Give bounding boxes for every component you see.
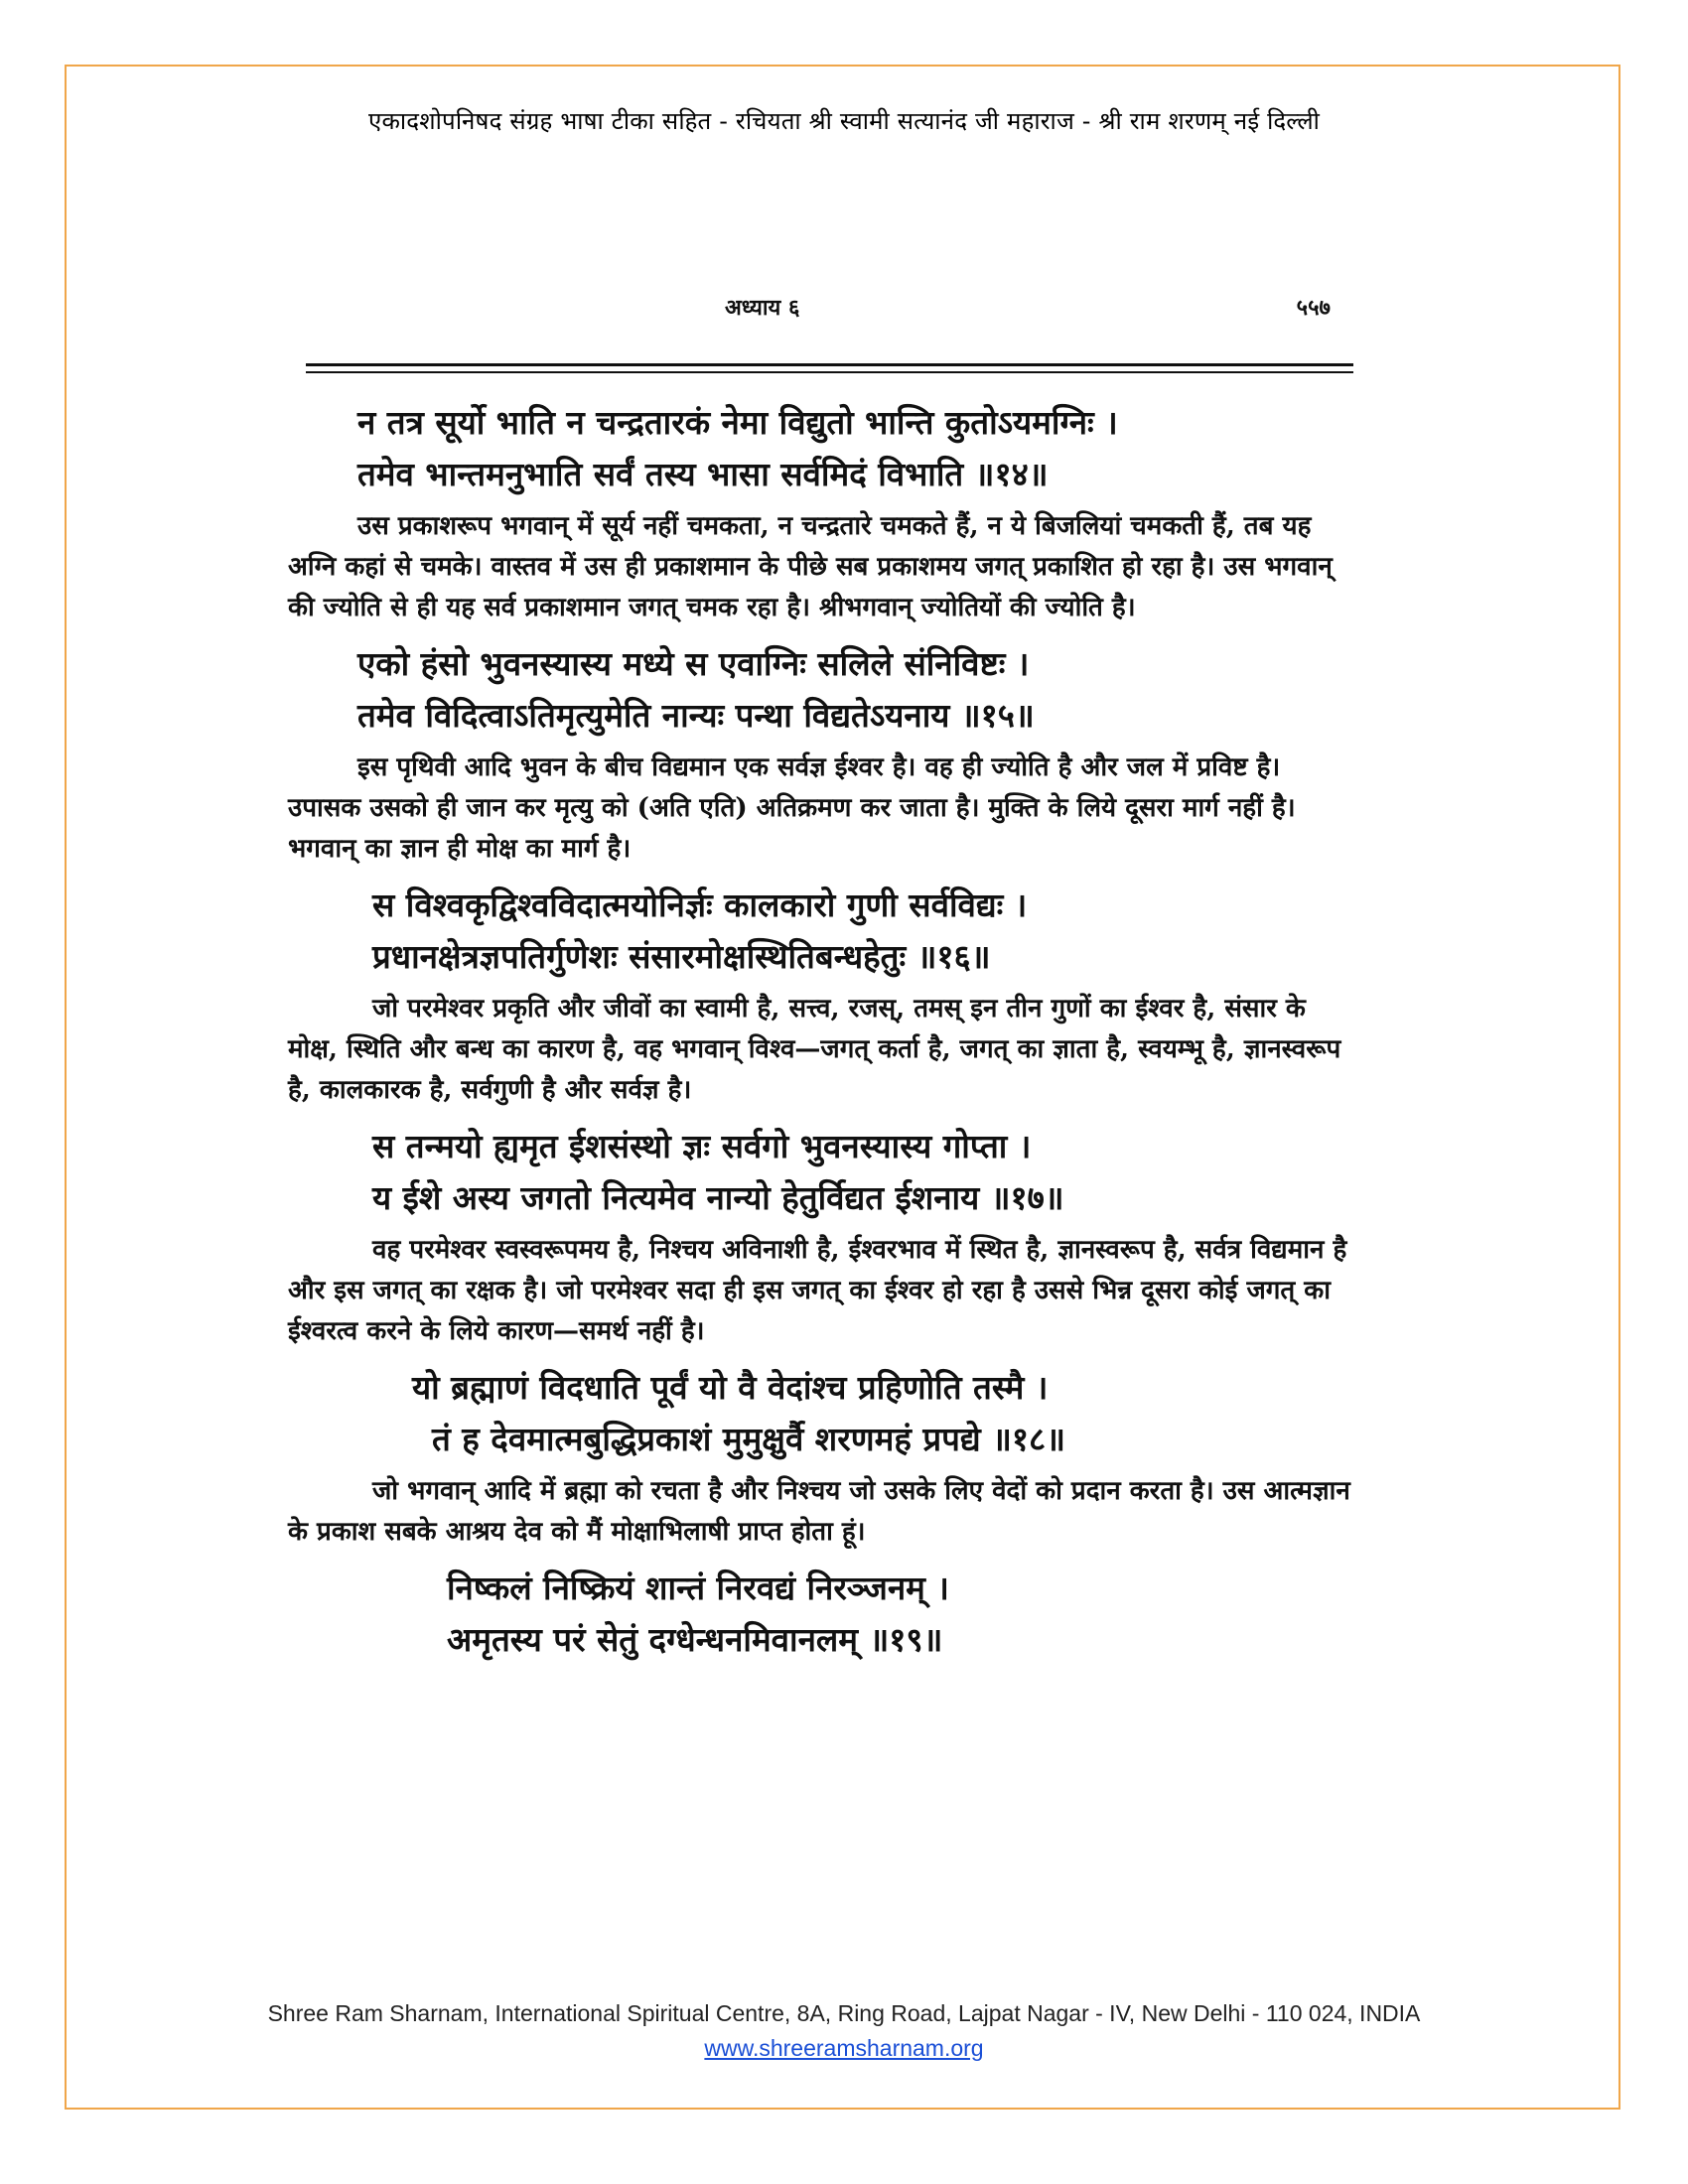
verse-19-line-2: अमृतस्य परं सेतुं दग्धेन्धनमिवानलम् ॥१९॥ [447,1620,943,1659]
commentary-15: इस पृथिवी आदि भुवन के बीच विद्यमान एक सर्वज्ञ ईश्वर है। वह ही ज्योति है और जल में प्रविष्ट है। उपासक उसको ही जान कर मृत्यु को (अति एति) अतिक्रमण कर जाता है। मुक्ति के लिये दूसरा मार्ग नहीं है। भगवान् का ज्ञान ही मोक्ष का मार्ग है। [288,752,1296,864]
page-body [288,397,1360,1666]
commentary-14: उस प्रकाशरूप भगवान् में सूर्य नहीं चमकता, न चन्द्रतारे चमकते हैं, न ये बिजलियां चमकती हैं, तब यह अग्नि कहां से चमके। वास्तव में उस ही प्रकाशमान के पीछे सब प्रकाशमय जगत् प्रकाशित हो रहा है। उस भगवान् की ज्योति से ही यह सर्व प्रकाशमान जगत् चमक रहा है। श्रीभगवान् ज्योतियों की ज्योति है। [288,511,1333,622]
header-rule-thin [306,371,1353,373]
footer-address: Shree Ram Sharnam, International Spiritual Centre, 8A, Ring Road, Lajpat Nagar - IV, New Delhi - 110 024, INDIA [267,2000,1421,2026]
commentary-16: जो परमेश्वर प्रकृति और जीवों का स्वामी है, सत्त्व, रजस्, तमस् इन तीन गुणों का ईश्वर है, संसार के मोक्ष, स्थिति और बन्ध का कारण है, वह भगवान् विश्व—जगत् कर्ता है, जगत् का ज्ञाता है, स्वयम्भू है, ज्ञानस्वरूप है, कालकारक है, सर्वगुणी है और सर्वज्ञ है। [288,994,1341,1105]
chapter-label: अध्याय ६ [725,295,800,321]
header-rule [306,363,1353,366]
commentary-18: जो भगवान् आदि में ब्रह्मा को रचता है और निश्चय जो उसके लिए वेदों को प्रदान करता है। उस आत्मज्ञान के प्रकाश सबके आश्रय देव को मैं मोक्षाभिलाषी प्राप्त होता हूं। [288,1476,1350,1547]
verse-15-line-2: तमेव विदित्वाऽतिमृत्युमेति नान्यः पन्था विद्यतेऽयनाय ॥१५॥ [357,696,1035,735]
verse-16-line-2: प्रधानक्षेत्रज्ञपतिर्गुणेशः संसारमोक्षस्थितिबन्धहेतुः ॥१६॥ [372,937,991,976]
footer-website [0,2035,1688,2062]
verse-18-line-1: यो ब्रह्माणं विदधाति पूर्वं यो वै वेदांश्च प्रहिणोति तस्मै । [412,1368,1049,1407]
verse-17-line-2: य ईशे अस्य जगतो नित्यमेव नान्यो हेतुर्विद्यत ईशनाय ॥१७॥ [372,1178,1064,1217]
website-link[interactable]: www.shreeramsharnam.org [704,2035,984,2061]
scanned-page [288,268,1360,1659]
page-number: ५५७ [1296,295,1331,321]
verse-14-line-2: तमेव भान्तमनुभाति सर्वं तस्य भासा सर्वमिदं विभाति ॥१४॥ [357,455,1049,493]
commentary-17: वह परमेश्वर स्वस्वरूपमय है, निश्चय अविनाशी है, ईश्वरभाव में स्थित है, ज्ञानस्वरूप है, सर्वत्र विद्यमान है और इस जगत् का रक्षक है। जो परमेश्वर सदा ही इस जगत् का ईश्वर हो रहा है उससे भिन्न दूसरा कोई जगत् का ईश्वरत्व करने के लिये कारण—समर्थ नहीं है। [288,1235,1347,1346]
verse-15-line-1: एको हंसो भुवनस्यास्य मध्ये स एवाग्निः सलिले संनिविष्टः । [357,644,1030,683]
verse-16-line-1: स विश्वकृद्विश्वविदात्मयोनिर्ज्ञः कालकारो गुणी सर्वविद्यः । [372,886,1028,924]
running-head [288,268,1360,328]
verse-18-line-2: तं ह देवमात्मबुद्धिप्रकाशं मुमुक्षुर्वै शरणमहं प्रपद्ये ॥१८॥ [432,1420,1065,1458]
page-header: एकादशोपनिषद संग्रह भाषा टीका सहित - रचियता श्री स्वामी सत्यानंद जी महाराज - श्री राम शरणम् नई दिल्ली [367,107,1321,135]
verse-19-line-1: निष्कलं निष्क्रियं शान्तं निरवद्यं निरञ्जनम् । [447,1569,949,1607]
verse-14-line-1: न तत्र सूर्यो भाति न चन्द्रतारकं नेमा विद्युतो भान्ति कुतोऽयमग्निः । [357,403,1118,442]
verse-17-line-1: स तन्मयो ह्यमृत ईशसंस्थो ज्ञः सर्वगो भुवनस्यास्य गोप्ता । [372,1127,1032,1165]
